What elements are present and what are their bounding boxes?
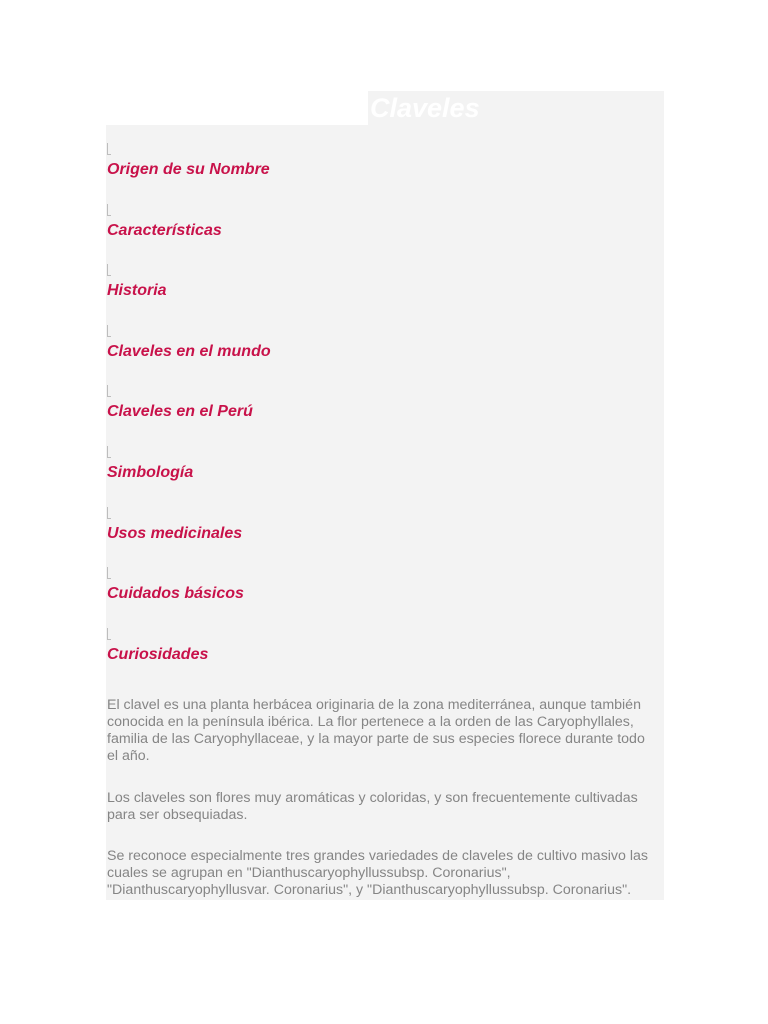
toc-item-historia — [107, 261, 647, 322]
body-paragraph: Se reconoce especialmente tres grandes variedades de claveles de cultivo masivo las cuales se agrupan en "Dianthuscaryophyllussubsp. Coronarius", "Dianthuscaryophyllusvar. Coronarius", y "Dianthuscaryophyllussubsp. Coronarius". — [107, 848, 648, 898]
title-notch — [106, 91, 368, 125]
bullet-icon — [107, 264, 111, 276]
bullet-icon — [107, 628, 111, 640]
toc-link-cuidados-basicos[interactable]: Cuidados básicos — [107, 585, 244, 603]
toc-link-historia[interactable]: Historia — [107, 282, 167, 300]
bullet-icon — [107, 143, 111, 155]
bullet-icon — [107, 507, 111, 519]
table-of-contents — [107, 140, 647, 685]
toc-link-claveles-en-el-peru[interactable]: Claveles en el Perú — [107, 403, 253, 421]
bullet-icon — [107, 204, 111, 216]
toc-item-cuidados-basicos — [107, 564, 647, 625]
bullet-icon — [107, 385, 111, 397]
toc-link-origen-de-su-nombre[interactable]: Origen de su Nombre — [107, 161, 270, 178]
toc-link-simbologia[interactable]: Simbología — [107, 463, 194, 481]
toc-item-caracteristicas — [107, 201, 647, 262]
toc-link-claveles-en-el-mundo[interactable]: Claveles en el mundo — [107, 342, 271, 360]
page-title: Claveles — [370, 93, 480, 123]
bullet-icon — [107, 325, 111, 337]
toc-link-curiosidades[interactable]: Curiosidades — [107, 645, 209, 663]
toc-link-caracteristicas[interactable]: Características — [107, 221, 222, 239]
toc-item-curiosidades — [107, 625, 647, 686]
toc-link-usos-medicinales[interactable]: Usos medicinales — [107, 524, 243, 542]
bullet-icon — [107, 567, 111, 579]
body-paragraph: Los claveles son flores muy aromáticas y coloridas, y son frecuentemente cultivadas para ser obsequiadas. — [107, 790, 638, 823]
toc-item-origen — [107, 140, 647, 201]
toc-item-claveles-mundo — [107, 322, 647, 383]
toc-item-simbologia — [107, 443, 647, 504]
toc-item-usos-medicinales — [107, 504, 647, 565]
toc-item-claveles-peru — [107, 382, 647, 443]
bullet-icon — [107, 446, 111, 458]
body-paragraph: El clavel es una planta herbácea originaria de la zona mediterránea, aunque también conocida en la península ibérica. La flor pertenece a la orden de las Caryophyllales, familia de las Caryophyllaceae, y la mayor parte de sus especies florece durante todo el año. — [107, 697, 645, 764]
